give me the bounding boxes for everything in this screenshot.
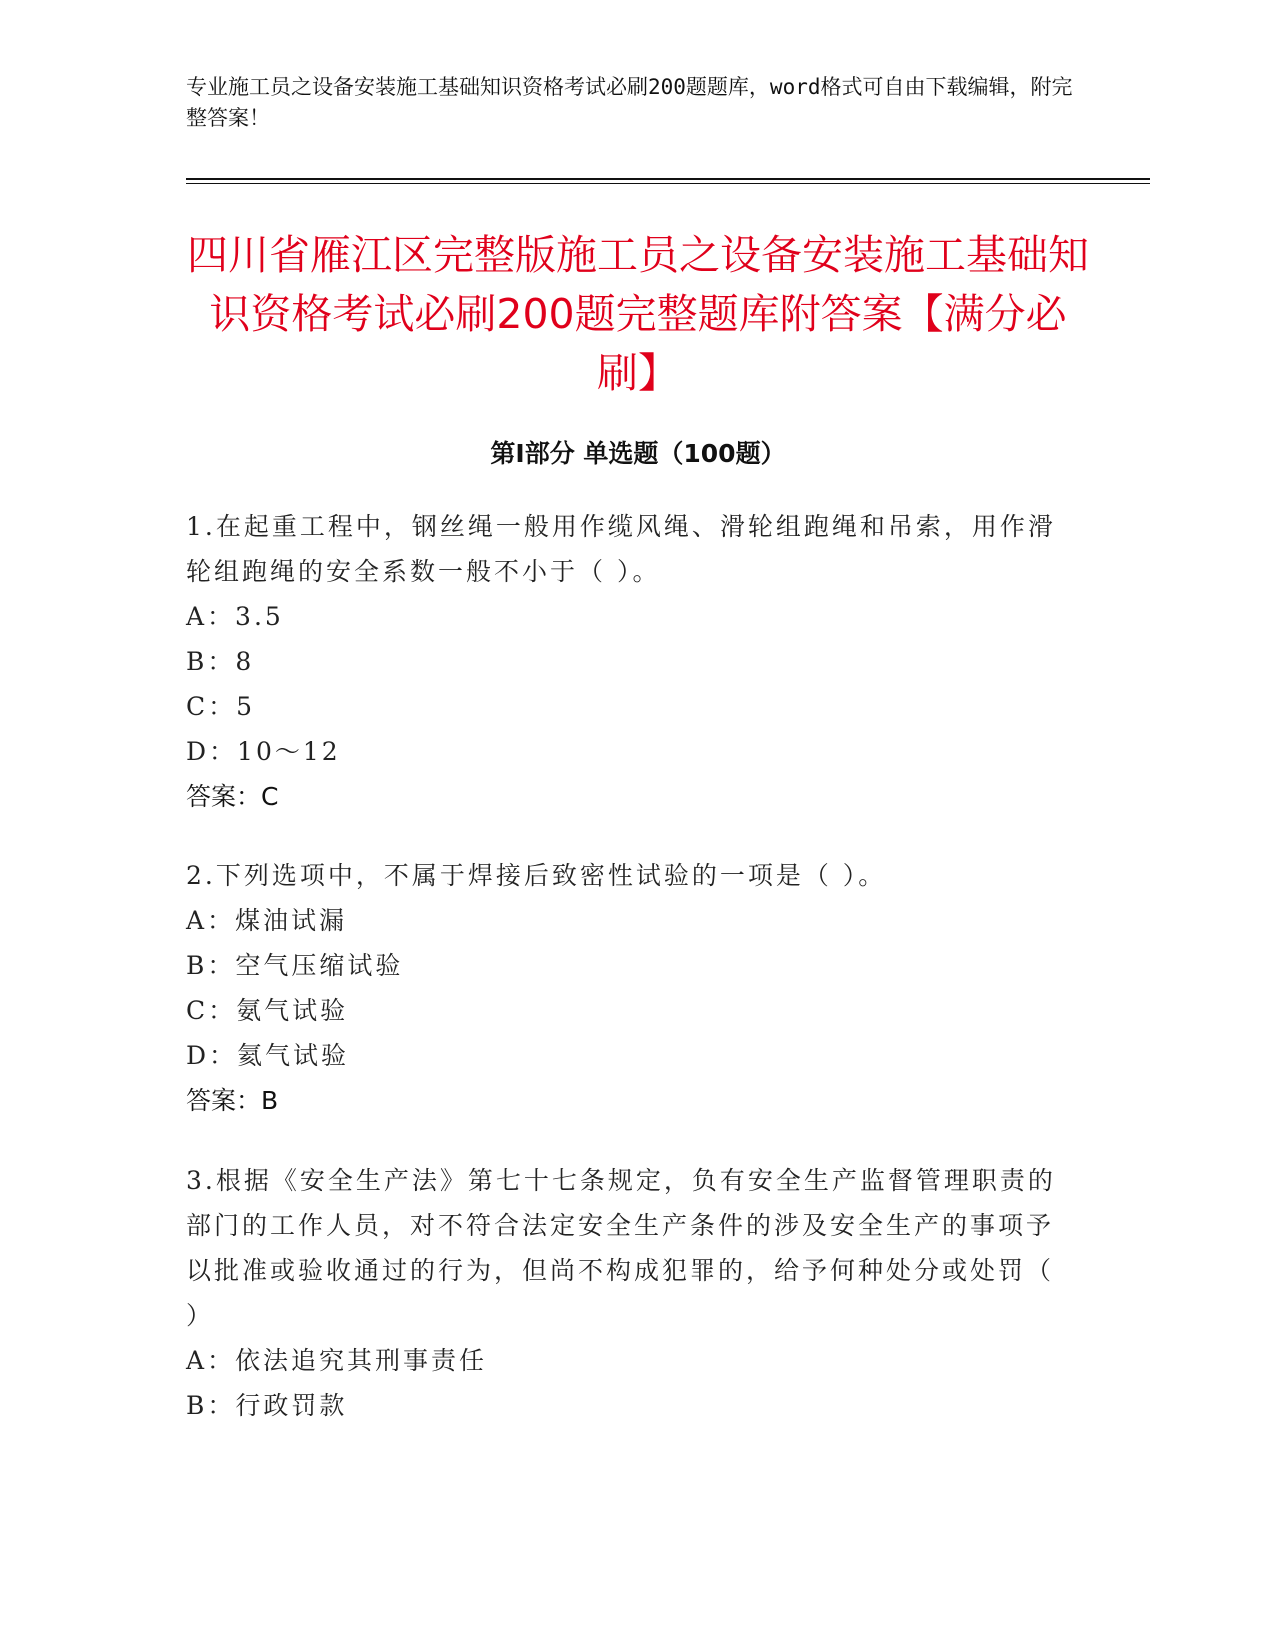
header-note: 专业施工员之设备安装施工基础知识资格考试必刷200题题库，word格式可自由下载编辑，附完整答案！ [186, 75, 1073, 130]
option-d: D：10～12 [186, 737, 341, 766]
option-c: C：5 [186, 692, 256, 721]
option-b: B：8 [186, 647, 255, 676]
option-a: A：3.5 [186, 602, 284, 631]
option-d: D：氦气试验 [186, 1041, 350, 1070]
question-2 [186, 853, 1066, 1123]
section-title: 第I部分 单选题（100题） [490, 439, 786, 468]
question-3 [186, 1158, 1066, 1428]
option-c: C：氨气试验 [186, 996, 349, 1025]
option-a: A：依法追究其刑事责任 [186, 1346, 488, 1375]
document-title: 四川省雁江区完整版施工员之设备安装施工基础知识资格考试必刷200题完整题库附答案【满分必刷】 [187, 231, 1089, 397]
answer: 答案：C [186, 782, 279, 811]
option-b: B：行政罚款 [186, 1391, 348, 1420]
option-b: B：空气压缩试验 [186, 951, 404, 980]
question-1 [186, 504, 1066, 819]
question-stem: 1.在起重工程中，钢丝绳一般用作缆风绳、滑轮组跑绳和吊索，用作滑轮组跑绳的安全系数一般不小于（ ）。 [186, 512, 1056, 586]
header-rule-thin [186, 183, 1150, 184]
answer: 答案：B [186, 1086, 279, 1115]
question-stem: 2.下列选项中，不属于焊接后致密性试验的一项是（ ）。 [186, 861, 887, 890]
question-stem: 3.根据《安全生产法》第七十七条规定，负有安全生产监督管理职责的部门的工作人员，对不符合法定安全生产条件的涉及安全生产的事项予以批准或验收通过的行为，但尚不构成犯罪的，给予何种处分或处罚（ ） [186, 1166, 1056, 1330]
header-rule-thick [186, 178, 1150, 180]
option-a: A：煤油试漏 [186, 906, 348, 935]
